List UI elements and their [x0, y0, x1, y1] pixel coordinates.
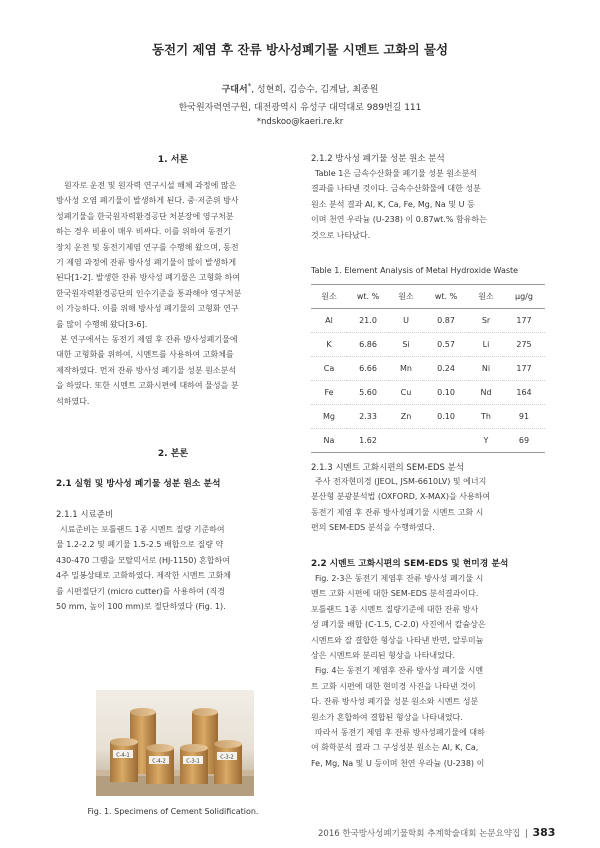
table-cell: 177	[503, 357, 545, 381]
prep-line: 4주 밀봉상태로 고화하였다. 제작한 시멘트 고화체	[56, 571, 231, 581]
lead-author: 구대서	[221, 85, 248, 95]
table-cell: 69	[503, 429, 545, 453]
table-cell: Ni	[469, 357, 503, 381]
table-header-cell: μg/g	[503, 285, 545, 309]
specimen-label: C-3-2	[220, 754, 234, 761]
table-cell: Fe	[311, 381, 347, 405]
corresponding-mark: *	[247, 82, 252, 90]
table-cell: 1.62	[347, 429, 389, 453]
prep-line: 를 시편절단기 (micro cutter)를 사용하여 (직경	[56, 586, 225, 596]
results-line: Fig. 4는 동전기 제염후 잔류 방사성 폐기물 시멘	[315, 666, 484, 676]
table-cell: Y	[469, 429, 503, 453]
sem-line: 주사 전자현미경 (JEOL, JSM-6610LV) 및 에너지	[315, 477, 487, 486]
table-cell: Si	[389, 333, 423, 357]
table-cell: 91	[503, 405, 545, 429]
table-cell: Na	[311, 429, 347, 453]
table-cell: 0.87	[423, 309, 469, 333]
table-header-cell: wt. %	[423, 285, 469, 309]
table-cell: 0.57	[423, 333, 469, 357]
table-cell	[423, 429, 469, 453]
table-1-caption: Table 1. Element Analysis of Metal Hydroxide Waste	[311, 266, 519, 275]
prep-line: 50 mm, 높이 100 mm)로 절단하였다 (Fig. 1).	[56, 602, 226, 612]
table-cell: 0.24	[423, 357, 469, 381]
table-cell: 6.66	[347, 357, 389, 381]
analysis-line: 결과를 나타낸 것이다. 금속수산화물에 대한 성분	[311, 184, 481, 194]
intro-line: 을 하였다. 또한 시멘트 고화시편에 대하여 물성을 분	[56, 381, 239, 391]
intro-line: 장치 운전 및 동전기제염 연구를 수행해 왔으며, 동전	[56, 242, 239, 252]
intro-heading: 1. 서론	[157, 155, 189, 165]
footer-separator: |	[524, 829, 528, 839]
intro-line: 를 많이 수행해 왔다[3-6].	[56, 319, 148, 329]
table-header-cell: wt. %	[347, 285, 389, 309]
figure-1-photo	[96, 690, 254, 796]
results-line: 다. 잔류 방사성 폐기물 성분 원소와 시멘트 성분	[311, 697, 479, 707]
table-cell: Al	[311, 309, 347, 333]
section-2-1-2-heading: 2.1.2 방사성 폐기물 성분 원소 분석	[311, 154, 445, 164]
sem-line: 분산형 분광분석법 (OXFORD, X-MAX)을 사용하여	[311, 492, 491, 502]
results-line: 여 화학분석 결과 그 구성성분 원소는 Al, K, Ca,	[311, 743, 479, 753]
results-line: Fig. 2-3은 동전기 제염후 잔류 방사성 폐기물 시	[315, 574, 484, 583]
element-analysis-paragraph	[311, 166, 545, 243]
table-cell: Sr	[469, 309, 503, 333]
analysis-line: 것으로 나타났다.	[311, 230, 371, 240]
specimen-cylinder	[180, 744, 208, 784]
table-cell: K	[311, 333, 347, 357]
page-number: 383	[532, 826, 556, 839]
paper-title: 동전기 제염 후 잔류 방사성폐기물 시멘트 고화의 물성	[151, 42, 449, 57]
body-heading: 2. 본론	[157, 449, 189, 459]
affiliation: 한국원자력연구원, 대전광역시 유성구 대덕대로 989번길 111	[178, 103, 422, 113]
intro-line: 원자로 운전 및 원자력 연구시설 해체 과정에 많은	[64, 181, 237, 190]
table-row	[311, 429, 545, 453]
table-header-cell: 원소	[389, 285, 423, 309]
results-line: 따라서 동전기 제염 후 잔류 방사성폐기물에 대하	[315, 728, 485, 738]
table-cell: Mn	[389, 357, 423, 381]
results-line: 포틀랜드 1종 시멘트 질량기준에 대한 잔류 방사	[311, 604, 479, 614]
section-2-1-3-heading: 2.1.3 시멘트 고화시편의 SEM-EDS 분석	[311, 463, 465, 473]
intro-line: 이 가능하다. 이를 위해 방사성 폐기물의 고형화 연구	[56, 304, 239, 314]
table-header-cell: 원소	[311, 285, 347, 309]
table-row	[311, 381, 545, 405]
section-2-2-heading: 2.2 시멘트 고화시편의 SEM-EDS 및 현미경 분석	[311, 559, 509, 569]
results-line: 원소가 혼합하여 결합된 형상을 나타내었다.	[311, 712, 463, 722]
table-cell: 21.0	[347, 309, 389, 333]
table-cell: Ca	[311, 357, 347, 381]
sample-prep-paragraph	[56, 522, 290, 614]
table-cell	[389, 429, 423, 453]
intro-line: 한국원자력환경공단의 인수기준을 통과해야 영구처분	[56, 288, 242, 298]
intro-line: 본 연구에서는 동전기 제염 후 잔류 방사성폐기물에	[60, 335, 238, 345]
table-cell: Th	[469, 405, 503, 429]
specimen-cylinder	[146, 744, 174, 784]
email: *ndskoo@kaeri.re.kr	[256, 117, 344, 127]
table-cell: Cu	[389, 381, 423, 405]
intro-line: 기 제염 과정에 잔류 방사성 폐기물이 많이 발생하게	[56, 258, 237, 268]
intro-line: 방사성 오염 폐기물이 발생하게 된다. 중·저준위 방사	[56, 196, 239, 206]
section-2-1-heading: 2.1 실험 및 방사성 폐기물 성분 원소 분석	[56, 479, 221, 489]
analysis-line: Table 1은 금속수산화물 폐기물 성분 원소분석	[315, 169, 478, 178]
table-header-cell: 원소	[469, 285, 503, 309]
specimen-label: C-4-2	[152, 758, 166, 765]
results-line: 성 폐기물 배합 (C-1.5, C-2.0) 사진에서 칼슘상은	[311, 620, 486, 630]
table-cell: U	[389, 309, 423, 333]
results-line: 멘트 고화 시편에 대한 SEM-EDS 분석결과이다.	[311, 589, 479, 599]
intro-line: 된다[1-2]. 발생한 잔류 방사성 폐기물은 고형화 하여	[56, 273, 240, 283]
prep-line: 물 1.2-2.2 및 폐기물 1.5-2.5 배합으로 질량 약	[56, 540, 224, 550]
specimen-photo-graphic	[96, 690, 254, 796]
table-cell: 164	[503, 381, 545, 405]
analysis-line: 원소 분석 결과 Al, K, Ca, Fe, Mg, Na 및 U 등	[311, 199, 475, 209]
prep-line: 430-470 그램을 모탈믹서로 (HJ-1150) 혼합하여	[56, 555, 230, 565]
sem-eds-paragraph	[311, 474, 545, 536]
results-line: 트 고화 시편에 대한 현미경 사진을 나타낸 것이	[311, 681, 476, 691]
analysis-line: 이며 천연 우라늄 (U-238) 이 0.87wt.% 함유하는	[311, 215, 487, 225]
results-paragraph	[311, 571, 545, 771]
results-line: 상은 시멘트와 분리된 형상을 나타내었다.	[311, 651, 456, 661]
table-cell: 5.60	[347, 381, 389, 405]
specimen-cylinder	[110, 738, 138, 782]
table-cell: 177	[503, 309, 545, 333]
table-row	[311, 405, 545, 429]
table-cell: Mg	[311, 405, 347, 429]
section-2-1-1-heading: 2.1.1 시료준비	[56, 510, 114, 520]
intro-line: 대한 고형화를 위하여, 시멘트를 사용하여 고화체를	[56, 350, 234, 360]
table-cell: 275	[503, 333, 545, 357]
specimen-label: C-3-1	[186, 758, 200, 765]
author-line	[0, 82, 600, 95]
intro-line: 성폐기물을 한국원자력환경공단 처분장에 영구처분	[56, 211, 234, 221]
specimen-label: C-4-1	[116, 752, 130, 759]
results-line: Fe, Mg, Na 및 U 등이며 천연 우라늄 (U-238) 이	[311, 758, 485, 768]
table-cell: 0.10	[423, 405, 469, 429]
table-row	[311, 309, 545, 333]
sem-line: 편의 SEM-EDS 분석을 수행하였다.	[311, 523, 435, 533]
sem-line: 동전기 제염 후 잔류 방사성폐기물 시멘트 고화 시	[311, 507, 484, 517]
table-cell: Nd	[469, 381, 503, 405]
specimen-cylinder	[214, 740, 242, 784]
table-cell: 6.86	[347, 333, 389, 357]
table-row	[311, 357, 545, 381]
footer-text: 2016 한국방사성폐기물학회 추계학술대회 논문요약집	[318, 829, 521, 839]
results-line: 시멘트와 잘 결합한 형상을 나타낸 반면, 알루미늄	[311, 635, 484, 645]
co-authors: , 성현희, 김승수, 김계남, 최종원	[251, 85, 379, 95]
table-1	[311, 284, 545, 453]
intro-paragraph	[56, 178, 290, 409]
intro-line: 하는 경우 비용이 매우 비싸다. 이를 위하여 동전기	[56, 227, 231, 237]
table-cell: Li	[469, 333, 503, 357]
page-footer	[318, 826, 556, 839]
intro-line: 석하였다.	[56, 396, 90, 406]
table-cell: 2.33	[347, 405, 389, 429]
prep-line: 시료준비는 포틀랜드 1종 시멘트 질량 기준하여	[60, 525, 225, 534]
figure-1-caption: Fig. 1. Specimens of Cement Solidification.	[87, 807, 259, 816]
table-cell: Zn	[389, 405, 423, 429]
intro-line: 제작하였다. 먼저 잔류 방사성 폐기물 성분 원소분석	[56, 365, 237, 375]
table-cell: 0.10	[423, 381, 469, 405]
table-header-row	[311, 285, 545, 309]
table-row	[311, 333, 545, 357]
